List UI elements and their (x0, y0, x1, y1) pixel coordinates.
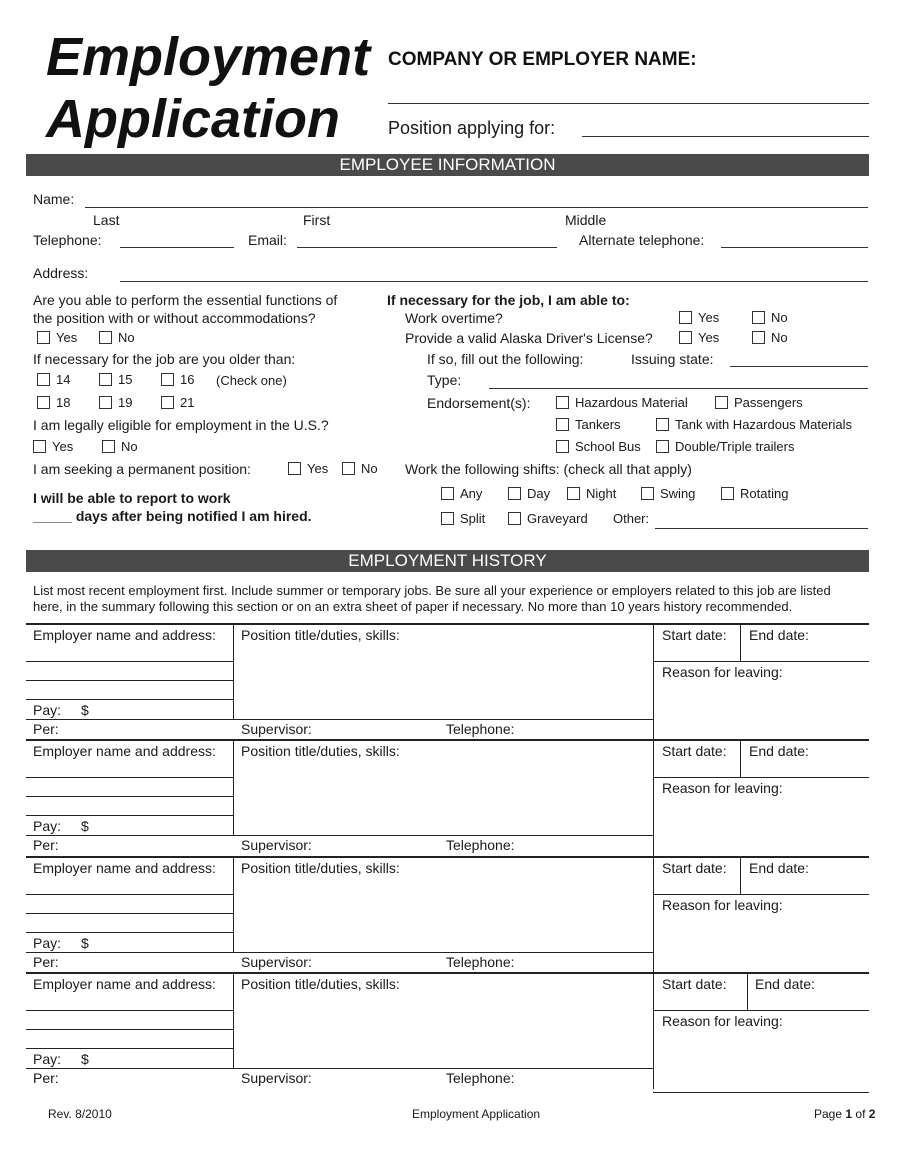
pay-label: Pay: (33, 1051, 62, 1067)
age-14-option[interactable]: 14 (37, 373, 70, 386)
history-bottom-border (653, 1092, 869, 1093)
overtime-no-option[interactable]: No (752, 311, 788, 324)
essential-question-line1: Are you able to perform the essential functions of (33, 292, 338, 308)
shift-any-option[interactable]: Any (441, 487, 482, 500)
telephone-label: Telephone: (33, 232, 102, 248)
employer-address-line (26, 1048, 233, 1049)
alt-telephone-field[interactable] (721, 232, 868, 248)
checkbox-icon[interactable] (33, 440, 46, 453)
start-date-label: Start date: (662, 627, 727, 643)
company-name-field[interactable] (388, 88, 869, 104)
endorsement-hazardous-option[interactable]: Hazardous Material (556, 396, 688, 409)
essential-yes-option[interactable]: Yes (37, 331, 77, 344)
position-applying-label: Position applying for: (388, 118, 556, 138)
employer-address-line (26, 661, 233, 662)
page-indicator: Page 1 of 2 (814, 1107, 876, 1121)
pay-label: Pay: (33, 818, 62, 834)
employer-address-line (26, 932, 233, 933)
employer-address-line (26, 913, 233, 914)
history-block-2-top-border (26, 739, 869, 741)
history-intro-line1: List most recent employment first. Include summer or temporary jobs. Be sure all your experience or employers related to this job are listed (33, 583, 831, 598)
name-label: Name: (33, 191, 75, 207)
checkbox-icon[interactable] (721, 487, 734, 500)
essential-question-line2: the position with or without accommodations? (33, 310, 316, 326)
checkbox-icon[interactable] (679, 311, 692, 324)
email-label: Email: (248, 232, 287, 248)
name-first-caption: First (303, 212, 331, 228)
checkbox-icon[interactable] (508, 512, 521, 525)
pay-dollar-sign: $ (81, 818, 89, 834)
start-date-label: Start date: (662, 860, 727, 876)
history-block-4-divider-1 (233, 972, 234, 1069)
per-label: Per: (33, 954, 59, 970)
older-than-question: If necessary for the job are you older than: (33, 351, 296, 367)
age-16-option[interactable]: 16 (161, 373, 194, 386)
position-duties-label: Position title/duties, skills: (241, 627, 400, 643)
checkbox-icon[interactable] (715, 396, 728, 409)
history-block-1-divider-1 (233, 623, 234, 720)
fill-out-following-label: If so, fill out the following: (427, 351, 584, 367)
endorsement-double-triple-option[interactable]: Double/Triple trailers (656, 440, 794, 453)
history-block-1-dates-line (653, 661, 869, 662)
endorsement-tankers-option[interactable]: Tankers (556, 418, 621, 431)
history-intro-line2: here, in the summary following this section or on an extra sheet of paper if necessary. No more than 10 years history recommended. (33, 599, 793, 614)
name-last-caption: Last (93, 212, 120, 228)
pay-label: Pay: (33, 935, 62, 951)
email-field[interactable] (297, 232, 557, 248)
form-title-line2: Application (46, 89, 340, 149)
permanent-yes-option[interactable]: Yes (288, 462, 328, 475)
per-label: Per: (33, 837, 59, 853)
employer-address-line (26, 699, 233, 700)
pay-label: Pay: (33, 702, 62, 718)
position-duties-label: Position title/duties, skills: (241, 860, 400, 876)
issuing-state-label: Issuing state: (631, 351, 714, 367)
work-overtime-question: Work overtime? (405, 310, 503, 326)
telephone-label: Telephone: (446, 837, 515, 853)
history-block-2-divider-2 (653, 739, 654, 856)
checkbox-icon[interactable] (161, 373, 174, 386)
essential-no-option[interactable]: No (99, 331, 135, 344)
checkbox-icon[interactable] (556, 396, 569, 409)
age-18-option[interactable]: 18 (37, 396, 70, 409)
shifts-label: Work the following shifts: (check all that apply) (405, 461, 692, 477)
license-type-label: Type: (427, 372, 462, 388)
license-question: Provide a valid Alaska Driver's License? (405, 330, 653, 346)
reason-for-leaving-label: Reason for leaving: (662, 780, 783, 796)
history-block-2-divider-1 (233, 739, 234, 836)
legal-eligibility-question: I am legally eligible for employment in the U.S.? (33, 417, 329, 433)
checkbox-icon[interactable] (99, 373, 112, 386)
history-block-3-divider-1 (233, 856, 234, 953)
employer-address-line (26, 894, 233, 895)
able-to-heading: If necessary for the job, I am able to: (387, 292, 630, 308)
end-date-label: End date: (749, 627, 809, 643)
pay-dollar-sign: $ (81, 1051, 89, 1067)
checkbox-icon[interactable] (37, 396, 50, 409)
age-15-option[interactable]: 15 (99, 373, 132, 386)
telephone-field[interactable] (120, 232, 234, 248)
employment-history-bar: EMPLOYMENT HISTORY (26, 550, 869, 572)
endorsements-label: Endorsement(s): (427, 395, 531, 411)
telephone-label: Telephone: (446, 954, 515, 970)
history-block-3-divider-2 (653, 856, 654, 973)
address-field[interactable] (120, 266, 868, 282)
checkbox-icon[interactable] (641, 487, 654, 500)
supervisor-label: Supervisor: (241, 721, 312, 737)
checkbox-icon[interactable] (656, 440, 669, 453)
employer-name-address-label: Employer name and address: (33, 976, 216, 992)
checkbox-icon[interactable] (288, 462, 301, 475)
report-to-work-line1: I will be able to report to work (33, 490, 231, 506)
pay-line (26, 952, 233, 953)
shift-swing-option[interactable]: Swing (641, 487, 695, 500)
end-date-label: End date: (755, 976, 815, 992)
history-block-2-divider-3 (740, 739, 741, 777)
reason-for-leaving-label: Reason for leaving: (662, 664, 783, 680)
supervisor-line (233, 1068, 653, 1069)
pay-line (26, 835, 233, 836)
telephone-label: Telephone: (446, 721, 515, 737)
checkbox-icon[interactable] (99, 331, 112, 344)
name-field[interactable] (85, 192, 868, 208)
telephone-label: Telephone: (446, 1070, 515, 1086)
footer-title: Employment Application (412, 1107, 541, 1121)
checkbox-icon[interactable] (441, 487, 454, 500)
pay-dollar-sign: $ (81, 935, 89, 951)
position-duties-label: Position title/duties, skills: (241, 976, 400, 992)
supervisor-line (233, 835, 653, 836)
license-type-field[interactable] (489, 373, 868, 389)
license-no-option[interactable]: No (752, 331, 788, 344)
history-block-3-top-border (26, 856, 869, 858)
supervisor-label: Supervisor: (241, 837, 312, 853)
checkbox-icon[interactable] (656, 418, 669, 431)
checkbox-icon[interactable] (556, 418, 569, 431)
legal-yes-option[interactable]: Yes (33, 440, 73, 453)
employer-name-address-label: Employer name and address: (33, 743, 216, 759)
history-block-1-top-border (26, 623, 869, 625)
permanent-no-option[interactable]: No (342, 462, 378, 475)
checkbox-icon[interactable] (752, 331, 765, 344)
employer-address-line (26, 680, 233, 681)
endorsement-tank-hazardous-option[interactable]: Tank with Hazardous Materials (656, 418, 852, 431)
check-one-note: (Check one) (216, 373, 287, 388)
address-label: Address: (33, 265, 89, 281)
history-block-3-dates-line (653, 894, 869, 895)
pay-line (26, 719, 233, 720)
shift-other-label: Other: (613, 511, 650, 526)
supervisor-label: Supervisor: (241, 1070, 312, 1086)
reason-for-leaving-label: Reason for leaving: (662, 897, 783, 913)
checkbox-icon[interactable] (161, 396, 174, 409)
shift-night-option[interactable]: Night (567, 487, 616, 500)
endorsement-school-bus-option[interactable]: School Bus (556, 440, 641, 453)
per-label: Per: (33, 1070, 59, 1086)
checkbox-icon[interactable] (567, 487, 580, 500)
endorsement-passengers-option[interactable]: Passengers (715, 396, 803, 409)
form-title-line1: Employment (46, 27, 371, 87)
shift-other-field[interactable] (655, 513, 868, 529)
employer-address-line (26, 777, 233, 778)
position-duties-label: Position title/duties, skills: (241, 743, 400, 759)
checkbox-icon[interactable] (441, 512, 454, 525)
history-block-4-top-border (26, 972, 869, 974)
end-date-label: End date: (749, 743, 809, 759)
shift-graveyard-option[interactable]: Graveyard (508, 512, 588, 525)
history-block-1-divider-2 (653, 623, 654, 740)
revision-label: Rev. 8/2010 (48, 1107, 112, 1121)
overtime-yes-option[interactable]: Yes (679, 311, 719, 324)
employer-address-line (26, 1029, 233, 1030)
permanent-position-question: I am seeking a permanent position: (33, 461, 251, 477)
shift-rotating-option[interactable]: Rotating (721, 487, 788, 500)
checkbox-icon[interactable] (99, 396, 112, 409)
employer-name-address-label: Employer name and address: (33, 627, 216, 643)
history-block-4-divider-2 (653, 972, 654, 1089)
company-label: COMPANY OR EMPLOYER NAME: (388, 49, 697, 70)
supervisor-line (233, 719, 653, 720)
age-19-option[interactable]: 19 (99, 396, 132, 409)
license-yes-option[interactable]: Yes (679, 331, 719, 344)
reason-for-leaving-label: Reason for leaving: (662, 1013, 783, 1029)
checkbox-icon[interactable] (679, 331, 692, 344)
history-block-4-divider-3 (747, 972, 748, 1010)
employer-address-line (26, 815, 233, 816)
checkbox-icon[interactable] (102, 440, 115, 453)
checkbox-icon[interactable] (508, 487, 521, 500)
employee-information-bar: EMPLOYEE INFORMATION (26, 154, 869, 176)
checkbox-icon[interactable] (556, 440, 569, 453)
name-middle-caption: Middle (565, 212, 607, 228)
start-date-label: Start date: (662, 976, 727, 992)
pay-dollar-sign: $ (81, 702, 89, 718)
issuing-state-field[interactable] (730, 351, 868, 367)
position-applying-field[interactable] (582, 121, 869, 137)
history-block-3-divider-3 (740, 856, 741, 894)
alt-telephone-label: Alternate telephone: (579, 232, 705, 248)
end-date-label: End date: (749, 860, 809, 876)
start-date-label: Start date: (662, 743, 727, 759)
employer-address-line (26, 1010, 233, 1011)
shift-split-option[interactable]: Split (441, 512, 485, 525)
checkbox-icon[interactable] (342, 462, 355, 475)
age-21-option[interactable]: 21 (161, 396, 194, 409)
history-block-1-divider-3 (740, 623, 741, 661)
checkbox-icon[interactable] (37, 373, 50, 386)
supervisor-label: Supervisor: (241, 954, 312, 970)
checkbox-icon[interactable] (752, 311, 765, 324)
legal-no-option[interactable]: No (102, 440, 138, 453)
shift-day-option[interactable]: Day (508, 487, 550, 500)
pay-line (26, 1068, 233, 1069)
employer-name-address-label: Employer name and address: (33, 860, 216, 876)
checkbox-icon[interactable] (37, 331, 50, 344)
report-to-work-line2: _____ days after being notified I am hired. (33, 508, 312, 524)
per-label: Per: (33, 721, 59, 737)
history-block-4-dates-line (653, 1010, 869, 1011)
history-block-2-dates-line (653, 777, 869, 778)
employer-address-line (26, 796, 233, 797)
supervisor-line (233, 952, 653, 953)
